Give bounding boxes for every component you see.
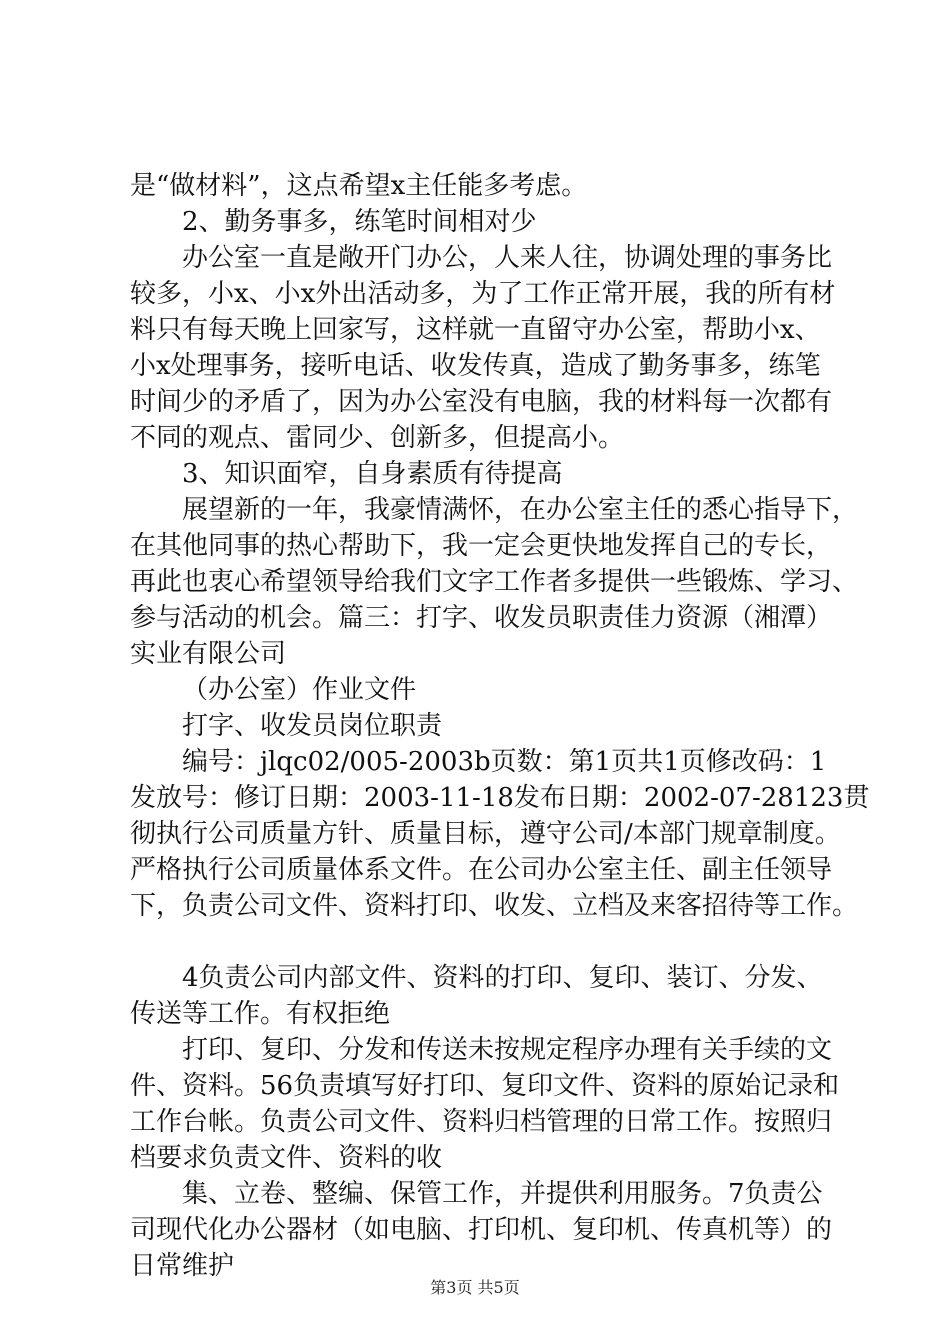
text-line: 3、知识面窄，自身素质有待提高 bbox=[182, 459, 563, 489]
text-line: 编号：jlqc02/005-2003b页数：第1页共1页修改码：1 bbox=[182, 747, 827, 777]
text-line: 4负责公司内部文件、资料的打印、复印、装订、分发、 bbox=[182, 963, 823, 993]
text-line: 件、资料。56负责填写好打印、复印文件、资料的原始记录和 bbox=[130, 1071, 840, 1101]
text-line: 2、勤务事多，练笔时间相对少 bbox=[182, 207, 537, 237]
text-line: 再此也衷心希望领导给我们文字工作者多提供一些锻炼、学习、 bbox=[130, 567, 859, 597]
text-line: 发放号：修订日期：2003-11-18发布日期：2002-07-28123贯 bbox=[130, 783, 870, 813]
text-line: 办公室一直是敞开门办公，人来人往，协调处理的事务比 bbox=[182, 243, 833, 273]
text-line: 打字、收发员岗位职责 bbox=[182, 711, 443, 741]
text-line: 集、立卷、整编、保管工作，并提供利用服务。7负责公 bbox=[182, 1179, 823, 1209]
text-line: 彻执行公司质量方针、质量目标，遵守公司/本部门规章制度。 bbox=[130, 819, 841, 849]
text-line: 小x处理事务，接听电话、收发传真，造成了勤务事多，练笔 bbox=[130, 351, 821, 381]
text-line: 较多，小x、小x外出活动多，为了工作正常开展，我的所有材 bbox=[130, 279, 836, 309]
text-line: （办公室）作业文件 bbox=[182, 675, 417, 705]
text-line: 不同的观点、雷同少、创新多，但提高小。 bbox=[130, 423, 625, 453]
text-line: 时间少的矛盾了，因为办公室没有电脑，我的材料每一次都有 bbox=[130, 387, 833, 417]
text-line: 传送等工作。有权拒绝 bbox=[130, 999, 391, 1029]
text-line: 是“做材料”，这点希望x主任能多考虑。 bbox=[130, 171, 588, 201]
text-line: 参与活动的机会。篇三：打字、收发员职责佳力资源（湘潭） bbox=[130, 603, 833, 633]
text-line: 司现代化办公器材（如电脑、打印机、复印机、传真机等）的 bbox=[130, 1215, 833, 1245]
text-line: 料只有每天晚上回家写，这样就一直留守办公室，帮助小x、 bbox=[130, 315, 821, 345]
text-line: 下，负责公司文件、资料打印、收发、立档及来客招待等工作。 bbox=[130, 891, 859, 921]
text-line: 实业有限公司 bbox=[130, 639, 287, 669]
text-line: 档要求负责文件、资料的收 bbox=[130, 1143, 443, 1173]
text-line: 工作台帐。负责公司文件、资料归档管理的日常工作。按照归 bbox=[130, 1107, 833, 1137]
page-footer: 第3页 共5页 bbox=[430, 1278, 520, 1297]
text-line: 日常维护 bbox=[130, 1251, 235, 1281]
text-line: 展望新的一年，我豪情满怀，在办公室主任的悉心指导下， bbox=[182, 495, 859, 525]
text-line: 严格执行公司质量体系文件。在公司办公室主任、副主任领导 bbox=[130, 855, 833, 885]
text-line: 在其他同事的热心帮助下，我一定会更快地发挥自己的专长， bbox=[130, 531, 833, 561]
text-line: 打印、复印、分发和传送未按规定程序办理有关手续的文 bbox=[182, 1035, 833, 1065]
